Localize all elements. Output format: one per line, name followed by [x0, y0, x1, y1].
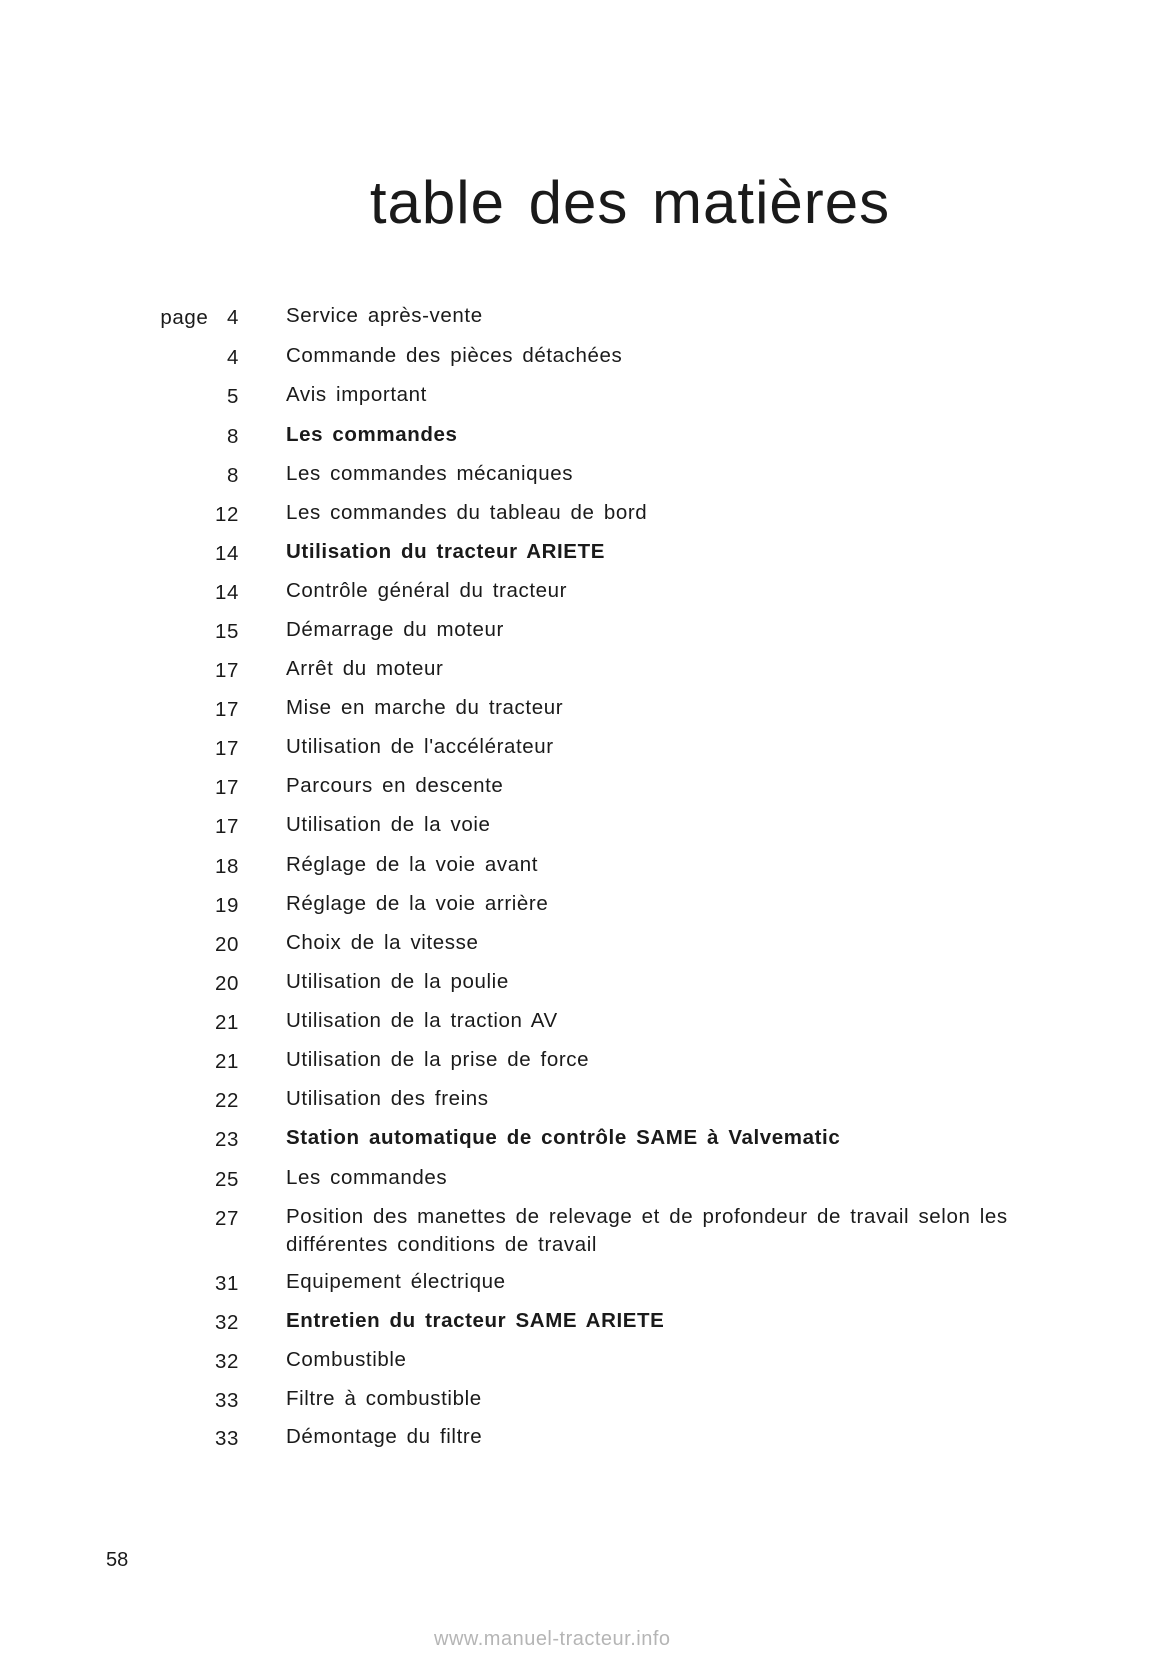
toc-page-number: 5 — [226, 385, 239, 408]
toc-entry-title: Démontage du filtre — [286, 1425, 483, 1448]
toc-page-number: 18 — [214, 855, 239, 878]
toc-page-number: 8 — [226, 464, 239, 487]
toc-page-number: 22 — [214, 1089, 239, 1112]
toc-page-number: 14 — [214, 581, 239, 604]
toc-entry-title: Réglage de la voie avant — [286, 853, 539, 876]
toc-entry-title: Contrôle général du tracteur — [286, 579, 568, 602]
toc-page-number: 33 — [214, 1427, 239, 1450]
toc-entry-title: Utilisation de la traction AV — [286, 1009, 558, 1032]
toc-page-number: 17 — [214, 659, 239, 682]
toc-entry-title: Les commandes mécaniques — [286, 462, 574, 485]
toc-page-number: 19 — [214, 894, 239, 917]
toc-entry-title: Mise en marche du tracteur — [286, 696, 564, 719]
toc-entry-title: Démarrage du moteur — [286, 618, 504, 641]
toc-entry-title: Utilisation de la voie — [286, 813, 491, 836]
toc-entry-title: Avis important — [286, 383, 427, 406]
toc-entry-title: Réglage de la voie arrière — [286, 892, 549, 915]
toc-entry-title: Parcours en descente — [286, 774, 504, 797]
toc-entry-title: Equipement électrique — [286, 1270, 506, 1293]
toc-page-number: 33 — [214, 1389, 239, 1412]
page-number: 58 — [106, 1549, 129, 1571]
toc-entry-title: Position des manettes de relevage et de profondeur de travail selon les différentes conditions de travail — [286, 1205, 1008, 1256]
footer-watermark: www.manuel-tracteur.info — [434, 1628, 671, 1650]
toc-page-number: 21 — [214, 1011, 239, 1034]
toc-entry-title: Les commandes du tableau de bord — [286, 501, 648, 524]
toc-entry-title: Les commandes — [286, 1166, 448, 1189]
toc-page-number: 31 — [214, 1272, 239, 1295]
toc-page-number: 20 — [214, 933, 239, 956]
toc-entry-title: Filtre à combustible — [286, 1387, 482, 1410]
toc-page-number: 15 — [214, 620, 239, 643]
toc-page-number: 27 — [214, 1207, 239, 1230]
toc-entry-title: Station automatique de contrôle SAME à Valvematic — [286, 1126, 841, 1149]
toc-entry-title: Utilisation du tracteur ARIETE — [286, 540, 605, 563]
toc-page-number: 17 — [214, 776, 239, 799]
toc-entry-title: Utilisation de la prise de force — [286, 1048, 590, 1071]
toc-page-number: 17 — [214, 737, 239, 760]
toc-entry-title: Combustible — [286, 1348, 407, 1371]
toc-page-number: 20 — [214, 972, 239, 995]
toc-page-number: 8 — [226, 425, 239, 448]
toc-page-number: 17 — [214, 815, 239, 838]
toc-page-number: 17 — [214, 698, 239, 721]
toc-entry-title: Utilisation de la poulie — [286, 970, 509, 993]
toc-entry-title: Choix de la vitesse — [286, 931, 479, 954]
toc-entry-title: Les commandes — [286, 423, 458, 446]
toc-page-number: 12 — [214, 503, 239, 526]
toc-page-number: page 4 — [160, 306, 239, 329]
toc-page-number: 25 — [214, 1168, 239, 1191]
toc-entry-title: Commande des pièces détachées — [286, 344, 623, 367]
toc-page-number: 4 — [226, 346, 239, 369]
toc-entry-title: Entretien du tracteur SAME ARIETE — [286, 1309, 665, 1332]
toc-entry-title: Utilisation des freins — [286, 1087, 489, 1110]
toc-page-number: 23 — [214, 1128, 239, 1151]
toc-page-number: 21 — [214, 1050, 239, 1073]
toc-page-number: 32 — [214, 1350, 239, 1373]
toc-page-number: 32 — [214, 1311, 239, 1334]
toc-page-number: 14 — [214, 542, 239, 565]
page-title: table des matières — [369, 169, 891, 236]
toc-entry-title: Utilisation de l'accélérateur — [286, 735, 554, 758]
toc-entry-title: Arrêt du moteur — [286, 657, 444, 680]
toc-entry-title: Service après-vente — [286, 304, 483, 327]
